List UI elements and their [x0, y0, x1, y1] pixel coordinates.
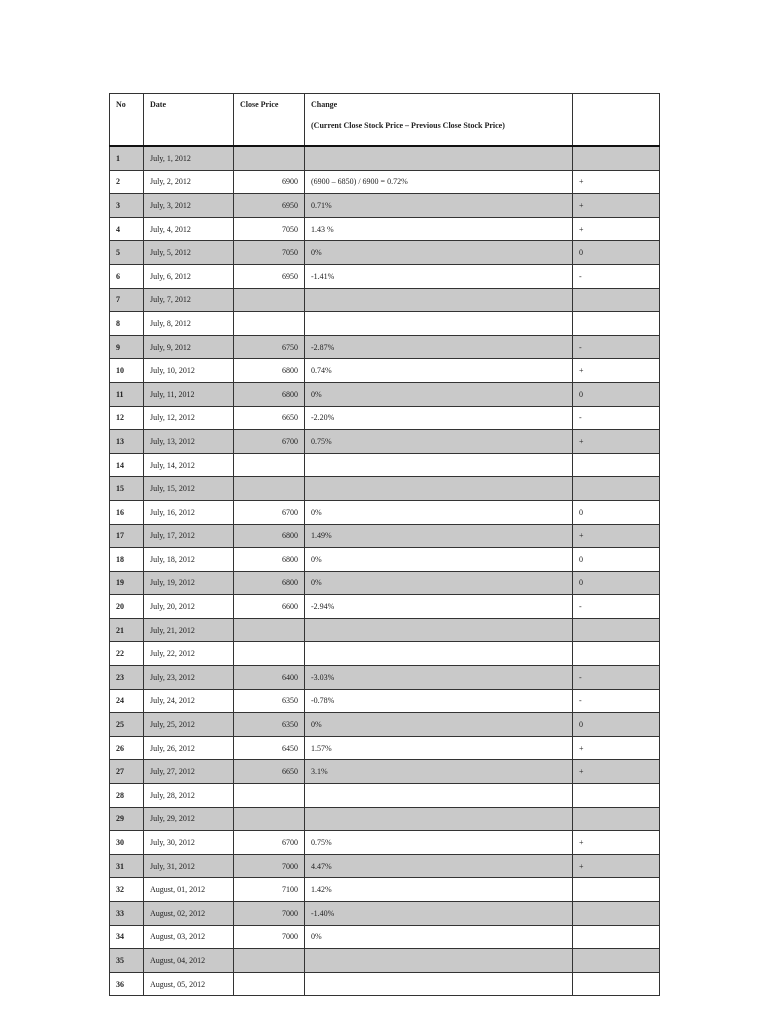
table-row	[110, 453, 660, 477]
cell-close-price: 6950	[234, 194, 305, 218]
cell-no: 24	[110, 689, 144, 713]
cell-no: 1	[110, 146, 144, 170]
cell-no: 29	[110, 807, 144, 831]
cell-date: August, 02, 2012	[144, 902, 234, 926]
stock-price-sheet	[109, 93, 659, 996]
table-row	[110, 406, 660, 430]
cell-date: July, 6, 2012	[144, 264, 234, 288]
cell-close-price: 6450	[234, 736, 305, 760]
cell-change: 1.57%	[305, 736, 573, 760]
cell-close-price: 7000	[234, 925, 305, 949]
cell-sign	[573, 146, 660, 170]
cell-change: -2.20%	[305, 406, 573, 430]
cell-change: 1.49%	[305, 524, 573, 548]
cell-no: 14	[110, 453, 144, 477]
cell-change: -2.94%	[305, 595, 573, 619]
cell-no: 16	[110, 500, 144, 524]
cell-no: 21	[110, 618, 144, 642]
cell-close-price	[234, 477, 305, 501]
cell-no: 28	[110, 784, 144, 808]
cell-sign: +	[573, 217, 660, 241]
cell-close-price: 6350	[234, 713, 305, 737]
header-row	[110, 94, 660, 147]
cell-date: July, 17, 2012	[144, 524, 234, 548]
cell-date: July, 28, 2012	[144, 784, 234, 808]
cell-change: -3.03%	[305, 666, 573, 690]
table-row	[110, 878, 660, 902]
cell-change: -2.87%	[305, 335, 573, 359]
table-row	[110, 217, 660, 241]
cell-change: 0.75%	[305, 831, 573, 855]
cell-close-price: 6800	[234, 524, 305, 548]
cell-sign: +	[573, 760, 660, 784]
table-row	[110, 194, 660, 218]
cell-change: -1.41%	[305, 264, 573, 288]
cell-date: July, 8, 2012	[144, 312, 234, 336]
cell-change	[305, 146, 573, 170]
cell-date: July, 15, 2012	[144, 477, 234, 501]
cell-change: 0%	[305, 548, 573, 572]
cell-date: July, 1, 2012	[144, 146, 234, 170]
cell-change: 0%	[305, 713, 573, 737]
cell-date: July, 14, 2012	[144, 453, 234, 477]
cell-date: July, 12, 2012	[144, 406, 234, 430]
cell-sign	[573, 972, 660, 996]
cell-no: 2	[110, 170, 144, 194]
cell-date: July, 24, 2012	[144, 689, 234, 713]
table-row	[110, 241, 660, 265]
cell-close-price: 6700	[234, 430, 305, 454]
cell-change: 0.74%	[305, 359, 573, 383]
header-close-price: Close Price	[234, 94, 305, 147]
table-row	[110, 548, 660, 572]
cell-date: July, 10, 2012	[144, 359, 234, 383]
cell-no: 11	[110, 382, 144, 406]
cell-date: July, 16, 2012	[144, 500, 234, 524]
cell-sign: +	[573, 831, 660, 855]
header-change	[305, 94, 573, 147]
table-row	[110, 854, 660, 878]
cell-sign: +	[573, 359, 660, 383]
header-change-title: Change	[311, 100, 338, 109]
cell-sign	[573, 288, 660, 312]
cell-close-price: 7050	[234, 241, 305, 265]
cell-no: 32	[110, 878, 144, 902]
cell-no: 34	[110, 925, 144, 949]
table-row	[110, 312, 660, 336]
cell-change: 0.71%	[305, 194, 573, 218]
cell-change: -0.78%	[305, 689, 573, 713]
cell-sign: 0	[573, 382, 660, 406]
table-header	[110, 94, 660, 147]
table-row	[110, 430, 660, 454]
cell-no: 4	[110, 217, 144, 241]
cell-close-price: 7000	[234, 902, 305, 926]
cell-sign: -	[573, 406, 660, 430]
table-row	[110, 949, 660, 973]
cell-date: July, 9, 2012	[144, 335, 234, 359]
cell-close-price	[234, 146, 305, 170]
cell-no: 19	[110, 571, 144, 595]
table-row	[110, 831, 660, 855]
cell-sign	[573, 453, 660, 477]
cell-close-price: 6600	[234, 595, 305, 619]
cell-change	[305, 453, 573, 477]
cell-close-price: 6800	[234, 359, 305, 383]
table-row	[110, 146, 660, 170]
cell-sign	[573, 902, 660, 926]
cell-date: July, 20, 2012	[144, 595, 234, 619]
cell-change: 0%	[305, 925, 573, 949]
cell-sign	[573, 784, 660, 808]
cell-date: July, 11, 2012	[144, 382, 234, 406]
cell-close-price	[234, 949, 305, 973]
cell-sign: +	[573, 170, 660, 194]
cell-sign: -	[573, 595, 660, 619]
cell-sign: +	[573, 430, 660, 454]
cell-date: July, 27, 2012	[144, 760, 234, 784]
cell-sign: -	[573, 335, 660, 359]
table-row	[110, 264, 660, 288]
cell-no: 18	[110, 548, 144, 572]
cell-close-price: 7000	[234, 854, 305, 878]
cell-close-price	[234, 453, 305, 477]
cell-no: 26	[110, 736, 144, 760]
table-row	[110, 335, 660, 359]
table-row	[110, 477, 660, 501]
cell-date: July, 23, 2012	[144, 666, 234, 690]
cell-change	[305, 642, 573, 666]
header-date: Date	[144, 94, 234, 147]
table-row	[110, 500, 660, 524]
cell-no: 10	[110, 359, 144, 383]
cell-close-price: 6800	[234, 548, 305, 572]
cell-no: 9	[110, 335, 144, 359]
cell-change	[305, 972, 573, 996]
cell-change	[305, 288, 573, 312]
cell-no: 3	[110, 194, 144, 218]
cell-date: July, 30, 2012	[144, 831, 234, 855]
cell-sign: -	[573, 689, 660, 713]
table-body	[110, 146, 660, 996]
cell-change: 0%	[305, 571, 573, 595]
cell-close-price	[234, 312, 305, 336]
cell-no: 5	[110, 241, 144, 265]
cell-change: 0%	[305, 382, 573, 406]
cell-date: July, 5, 2012	[144, 241, 234, 265]
cell-change: 0%	[305, 500, 573, 524]
table-row	[110, 760, 660, 784]
cell-close-price: 6650	[234, 406, 305, 430]
cell-date: July, 21, 2012	[144, 618, 234, 642]
cell-no: 35	[110, 949, 144, 973]
cell-sign: -	[573, 666, 660, 690]
cell-close-price	[234, 618, 305, 642]
table-row	[110, 902, 660, 926]
cell-no: 23	[110, 666, 144, 690]
cell-close-price: 7050	[234, 217, 305, 241]
cell-close-price: 6900	[234, 170, 305, 194]
table-row	[110, 925, 660, 949]
cell-change: 0%	[305, 241, 573, 265]
table-row	[110, 170, 660, 194]
table-row	[110, 359, 660, 383]
cell-no: 8	[110, 312, 144, 336]
cell-close-price: 6650	[234, 760, 305, 784]
cell-change: 1.43 %	[305, 217, 573, 241]
cell-no: 31	[110, 854, 144, 878]
cell-sign	[573, 312, 660, 336]
header-change-formula: (Current Close Stock Price – Previous Close Stock Price)	[311, 121, 505, 130]
cell-close-price	[234, 288, 305, 312]
cell-change	[305, 312, 573, 336]
cell-date: July, 13, 2012	[144, 430, 234, 454]
table-row	[110, 288, 660, 312]
cell-no: 33	[110, 902, 144, 926]
cell-change	[305, 807, 573, 831]
cell-date: July, 22, 2012	[144, 642, 234, 666]
cell-no: 12	[110, 406, 144, 430]
cell-close-price: 6700	[234, 831, 305, 855]
cell-change: (6900 – 6850) / 6900 = 0.72%	[305, 170, 573, 194]
cell-change	[305, 949, 573, 973]
header-sign	[573, 94, 660, 147]
cell-no: 17	[110, 524, 144, 548]
cell-date: July, 29, 2012	[144, 807, 234, 831]
cell-change	[305, 618, 573, 642]
cell-close-price	[234, 642, 305, 666]
cell-no: 36	[110, 972, 144, 996]
cell-sign	[573, 878, 660, 902]
cell-date: July, 4, 2012	[144, 217, 234, 241]
cell-close-price: 7100	[234, 878, 305, 902]
cell-change	[305, 477, 573, 501]
cell-sign: +	[573, 854, 660, 878]
table-row	[110, 807, 660, 831]
cell-date: July, 3, 2012	[144, 194, 234, 218]
cell-no: 27	[110, 760, 144, 784]
cell-close-price: 6750	[234, 335, 305, 359]
cell-no: 13	[110, 430, 144, 454]
cell-date: August, 03, 2012	[144, 925, 234, 949]
table-row	[110, 713, 660, 737]
cell-close-price: 6400	[234, 666, 305, 690]
cell-no: 15	[110, 477, 144, 501]
table-row	[110, 736, 660, 760]
cell-date: July, 26, 2012	[144, 736, 234, 760]
table-row	[110, 618, 660, 642]
cell-sign: 0	[573, 548, 660, 572]
cell-date: July, 25, 2012	[144, 713, 234, 737]
table-row	[110, 524, 660, 548]
cell-date: August, 05, 2012	[144, 972, 234, 996]
cell-sign: +	[573, 736, 660, 760]
cell-sign: 0	[573, 241, 660, 265]
table-row	[110, 571, 660, 595]
cell-close-price: 6350	[234, 689, 305, 713]
cell-no: 30	[110, 831, 144, 855]
table-row	[110, 784, 660, 808]
table-row	[110, 972, 660, 996]
cell-sign: 0	[573, 713, 660, 737]
cell-close-price	[234, 784, 305, 808]
cell-date: July, 19, 2012	[144, 571, 234, 595]
cell-sign: -	[573, 264, 660, 288]
table-row	[110, 666, 660, 690]
cell-change: 0.75%	[305, 430, 573, 454]
cell-sign	[573, 642, 660, 666]
cell-close-price: 6800	[234, 382, 305, 406]
cell-change: 4.47%	[305, 854, 573, 878]
header-no: No	[110, 94, 144, 147]
cell-no: 7	[110, 288, 144, 312]
cell-change: 3.1%	[305, 760, 573, 784]
table-row	[110, 382, 660, 406]
cell-date: July, 2, 2012	[144, 170, 234, 194]
cell-close-price: 6700	[234, 500, 305, 524]
cell-close-price: 6950	[234, 264, 305, 288]
cell-date: July, 7, 2012	[144, 288, 234, 312]
cell-change	[305, 784, 573, 808]
cell-sign	[573, 477, 660, 501]
cell-sign: 0	[573, 500, 660, 524]
cell-sign: +	[573, 524, 660, 548]
table-row	[110, 689, 660, 713]
cell-close-price	[234, 807, 305, 831]
cell-no: 25	[110, 713, 144, 737]
cell-change: -1.40%	[305, 902, 573, 926]
cell-date: July, 18, 2012	[144, 548, 234, 572]
cell-sign: +	[573, 194, 660, 218]
cell-sign	[573, 618, 660, 642]
table-row	[110, 595, 660, 619]
cell-sign: 0	[573, 571, 660, 595]
stock-price-table	[109, 93, 660, 996]
cell-sign	[573, 925, 660, 949]
cell-change: 1.42%	[305, 878, 573, 902]
cell-close-price: 6800	[234, 571, 305, 595]
cell-no: 6	[110, 264, 144, 288]
cell-date: August, 04, 2012	[144, 949, 234, 973]
cell-date: August, 01, 2012	[144, 878, 234, 902]
cell-no: 20	[110, 595, 144, 619]
cell-no: 22	[110, 642, 144, 666]
cell-date: July, 31, 2012	[144, 854, 234, 878]
table-row	[110, 642, 660, 666]
cell-sign	[573, 807, 660, 831]
cell-close-price	[234, 972, 305, 996]
cell-sign	[573, 949, 660, 973]
